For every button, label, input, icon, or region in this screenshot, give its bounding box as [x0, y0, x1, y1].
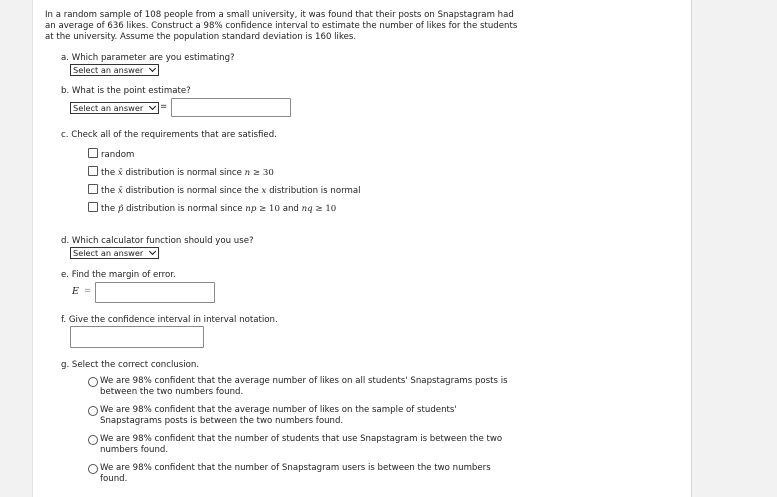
label-text: the — [101, 168, 116, 178]
question-d — [61, 236, 254, 247]
conclusion-option-2: We are 98% confident that the average number of likes on the sample of students' Snapstagrams posts is between the two numbers found. — [100, 405, 457, 426]
point-estimate-input[interactable] — [171, 98, 291, 117]
question-f-text: f. Give the confidence interval in interval notation. — [61, 315, 278, 325]
calculator-function-select[interactable] — [70, 247, 159, 259]
chevron-down-icon — [149, 65, 156, 72]
question-g — [61, 360, 199, 371]
n-symbol: n — [244, 168, 251, 178]
xbar-symbol: x̄ — [117, 186, 123, 196]
point-estimate-select[interactable] — [70, 102, 159, 114]
problem-statement: In a random sample of 108 people from a small university, it was found that their posts on Snapstagram had an average of 636 likes. Construct a 98% confidence interval to estimate the number of likes for the students at the university. Assume the population standard deviation is 160 likes. — [45, 10, 518, 42]
equals-sign: = — [160, 102, 168, 112]
chevron-down-icon — [149, 103, 156, 110]
label-text: the — [101, 204, 116, 214]
label-number: 10 — [269, 204, 280, 214]
conclusion-option-1: We are 98% confident that the average number of likes on all students' Snapstagrams posts is between the two numbers found. — [100, 376, 508, 397]
checkbox[interactable] — [88, 202, 98, 212]
label-text: distribution is normal since — [125, 168, 242, 178]
question-f — [61, 315, 278, 326]
label-number: 30 — [262, 168, 274, 178]
parameter-select-value: Select an answer — [73, 65, 144, 75]
label-text: distribution is normal since — [126, 204, 243, 214]
question-panel — [32, 0, 692, 497]
phat-symbol: p̂ — [117, 204, 124, 214]
label-text: distribution is normal since the — [125, 186, 259, 196]
checkbox[interactable] — [88, 166, 98, 176]
point-estimate-select-value: Select an answer — [73, 103, 144, 113]
conclusion-option-3: We are 98% confident that the number of students that use Snapstagram is between the two numbers found. — [100, 434, 503, 455]
np-symbol: np — [245, 204, 257, 214]
label-text: distribution is normal — [269, 186, 361, 196]
ge-symbol: ≥ — [315, 204, 323, 214]
chevron-down-icon — [149, 248, 156, 255]
nq-symbol: nq — [301, 204, 313, 214]
question-c — [61, 130, 277, 141]
ge-symbol: ≥ — [259, 204, 267, 214]
conclusion-radio-3[interactable] — [88, 435, 98, 445]
x-symbol: x — [261, 186, 267, 196]
question-e-text: e. Find the margin of error. — [61, 270, 176, 280]
ge-symbol: ≥ — [252, 168, 261, 178]
requirement-xbar-x-normal[interactable] — [88, 184, 361, 195]
conclusion-radio-2[interactable] — [88, 406, 98, 416]
checkbox[interactable] — [88, 184, 98, 194]
checkbox[interactable] — [88, 148, 98, 158]
margin-of-error-variable: E — [72, 286, 79, 297]
xbar-symbol: x̄ — [117, 168, 123, 178]
conclusion-radio-4[interactable] — [88, 464, 98, 474]
question-g-text: g. Select the correct conclusion. — [61, 360, 200, 370]
question-a-text: a. Which parameter are you estimating? — [61, 53, 235, 63]
requirement-random-label: random — [101, 150, 135, 160]
equals-sign: = — [84, 286, 92, 296]
margin-of-error-input[interactable] — [95, 282, 215, 303]
calculator-function-select-value: Select an answer — [73, 248, 144, 258]
question-e — [61, 270, 176, 281]
question-b-text: b. What is the point estimate? — [61, 86, 191, 96]
conclusion-radio-1[interactable] — [88, 377, 98, 387]
question-a — [61, 53, 235, 64]
requirement-phat-np10[interactable] — [88, 202, 336, 213]
parameter-select[interactable] — [70, 64, 159, 76]
question-b — [61, 86, 191, 97]
requirement-random[interactable] — [88, 148, 134, 159]
question-c-text: c. Check all of the requirements that are satisfied. — [61, 130, 277, 140]
confidence-interval-input[interactable] — [70, 326, 204, 348]
label-number: 10 — [325, 204, 337, 214]
question-d-text: d. Which calculator function should you use? — [61, 236, 254, 246]
conclusion-option-4: We are 98% confident that the number of Snapstagram users is between the two numbers found. — [100, 463, 491, 484]
label-text: and — [282, 204, 299, 214]
requirement-xbar-n30[interactable] — [88, 166, 274, 177]
label-text: the — [101, 186, 116, 196]
